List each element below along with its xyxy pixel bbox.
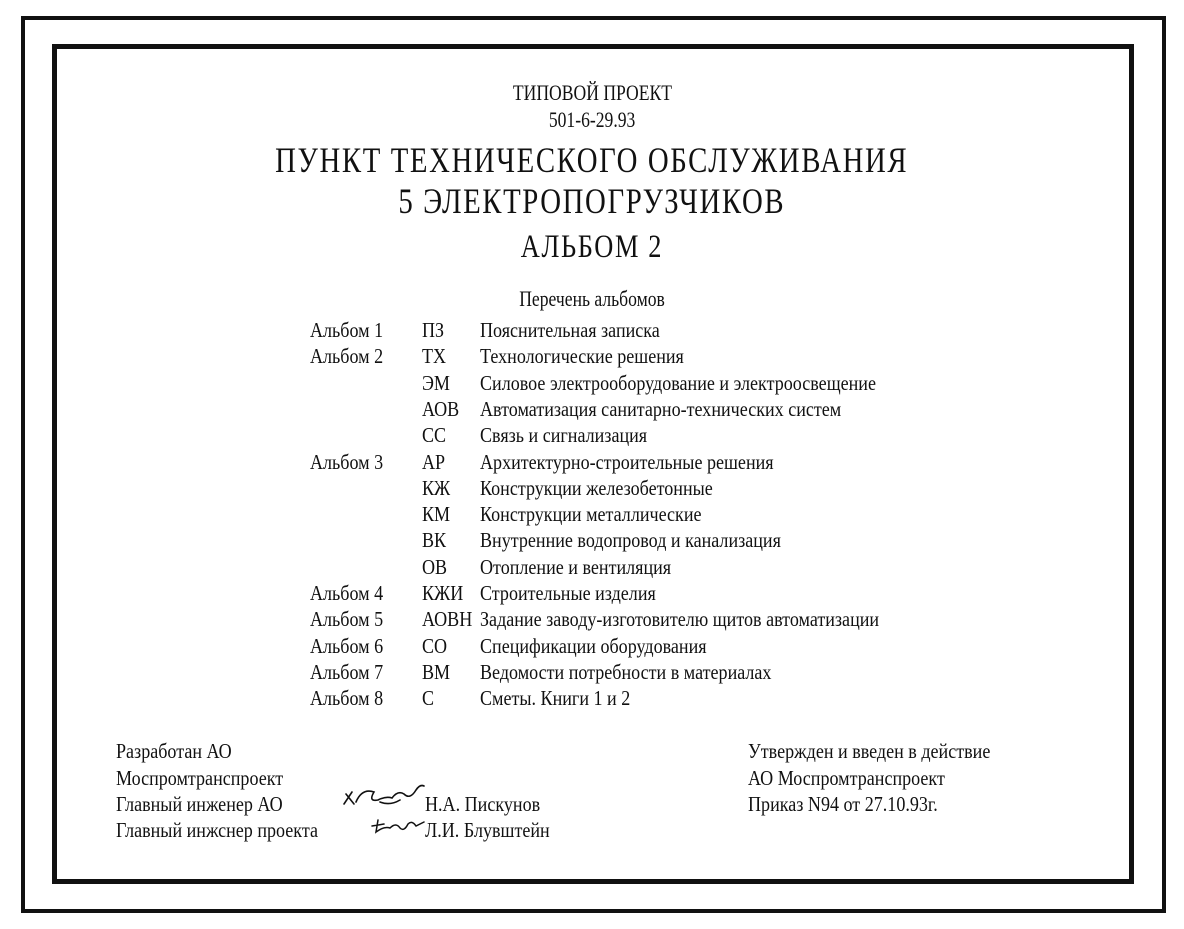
signature-piskunov	[340, 780, 432, 814]
album-code: АОВ	[422, 396, 460, 421]
album-code: ВМ	[422, 659, 451, 684]
chief-engineer-label: Главный инженер АО	[116, 792, 283, 816]
album-code: ОВ	[422, 554, 448, 579]
album-description: Строительные изделия	[480, 581, 656, 605]
album-code: ПЗ	[422, 318, 445, 342]
chief-project-engineer-name: Л.И. Блувштейн	[425, 818, 550, 842]
album-code: СО	[422, 633, 448, 658]
album-list-heading: Перечень альбомов	[519, 286, 665, 311]
album-description: Спецификации оборудования	[480, 633, 707, 658]
album-title: АЛЬБОМ 2	[520, 229, 664, 265]
approved-label: Утвержден и введен в действие	[748, 739, 991, 763]
album-code: ТХ	[422, 344, 447, 369]
album-label: Альбом 1	[310, 318, 384, 342]
project-type: ТИПОВОЙ ПРОЕКТ	[512, 80, 672, 105]
album-code: КЖ	[422, 475, 451, 500]
album-code: КМ	[422, 502, 451, 527]
album-description: Конструкции железобетонные	[480, 475, 713, 500]
developer-label: Разработан АО	[116, 739, 232, 763]
chief-engineer-name: Н.А. Пискунов	[425, 792, 541, 816]
album-label: Альбом 5	[310, 607, 384, 632]
page-title-line2: 5 ЭЛЕКТРОПОГРУЗЧИКОВ	[398, 181, 786, 221]
album-description: Архитектурно-строительные решения	[480, 449, 774, 474]
album-label: Альбом 2	[310, 344, 384, 369]
album-description: Задание заводу-изготовителю щитов автоматизации	[480, 607, 880, 632]
approved-org: АО Моспромтранспроект	[748, 766, 945, 790]
album-description: Технологические решения	[480, 344, 684, 369]
order-number: Приказ N94 от 27.10.93г.	[748, 792, 938, 816]
album-label: Альбом 6	[310, 633, 384, 658]
signature-bluvshtein	[370, 812, 426, 838]
album-label: Альбом 7	[310, 659, 384, 684]
album-label: Альбом 4	[310, 581, 384, 605]
album-description: Сметы. Книги 1 и 2	[480, 686, 631, 711]
album-description: Отопление и вентиляция	[480, 554, 672, 579]
album-code: СС	[422, 423, 447, 448]
album-code: АР	[422, 449, 446, 474]
project-number: 501-6-29.93	[548, 107, 636, 132]
album-description: Пояснительная записка	[480, 318, 660, 342]
album-description: Ведомости потребности в материалах	[480, 659, 772, 684]
album-description: Связь и сигнализация	[480, 423, 648, 448]
album-description: Внутренние водопровод и канализация	[480, 528, 781, 553]
page-title-line1: ПУНКТ ТЕХНИЧЕСКОГО ОБСЛУЖИВАНИЯ	[275, 140, 909, 180]
chief-project-engineer-label: Главный инжснер проекта	[116, 818, 318, 842]
album-description: Автоматизация санитарно-технических систем	[480, 396, 842, 421]
album-description: Силовое электрооборудование и электроосвещение	[480, 370, 876, 395]
album-code: КЖИ	[422, 581, 464, 605]
album-label: Альбом 3	[310, 449, 384, 474]
album-code: С	[422, 686, 435, 711]
album-code: АОВН	[422, 607, 473, 632]
album-description: Конструкции металлические	[480, 502, 702, 527]
album-code: ВК	[422, 528, 447, 553]
album-label: Альбом 8	[310, 686, 384, 711]
album-code: ЭМ	[422, 370, 450, 395]
developer-org: Моспромтранспроект	[116, 766, 284, 790]
album-list	[310, 318, 1070, 711]
